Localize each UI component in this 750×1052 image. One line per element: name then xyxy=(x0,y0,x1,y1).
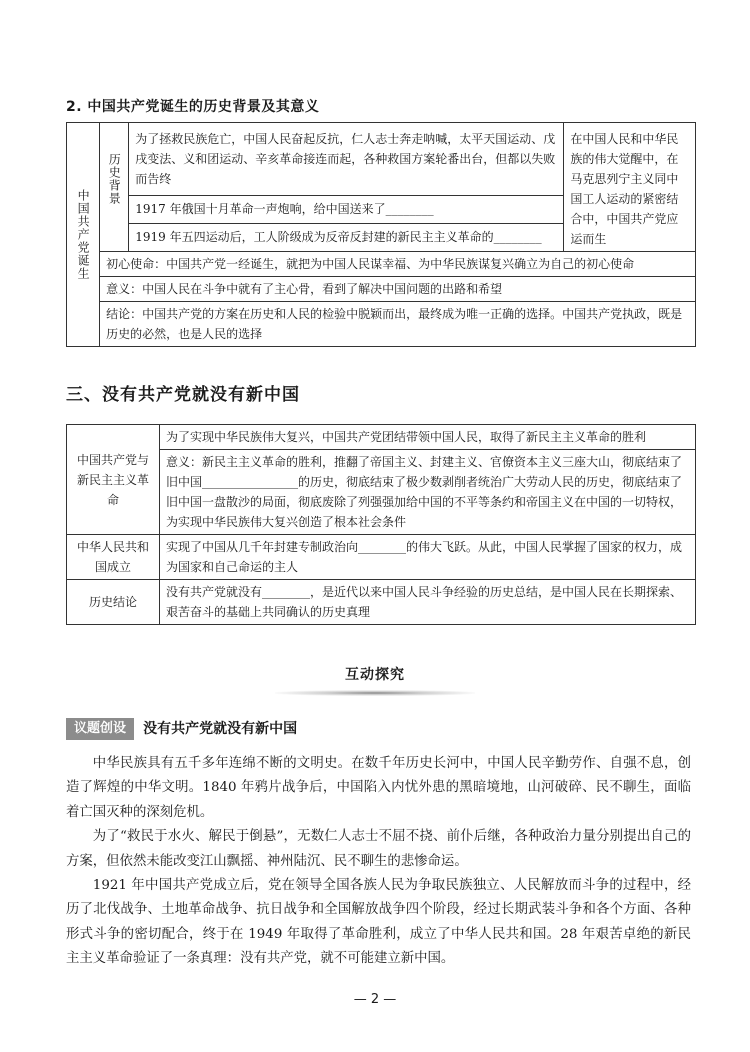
background-label-cell xyxy=(100,123,129,252)
paragraph-2: 为了“救民于水火、解民于倒悬”，无数仁人志士不屈不挠、前仆后继，各种政治力量分别提出自己的方案，但依然未能改变江山飘摇、神州陆沉、民不聊生的悲惨命运。 xyxy=(66,829,691,869)
background-item-2: 1917 年俄国十月革命一声炮响，给中国送来了________ xyxy=(129,195,564,223)
background-table xyxy=(66,122,696,347)
revolution-item-1: 为了实现中华民族伟大复兴，中国共产党团结带领中国人民，取得了新民主主义革命的胜利 xyxy=(160,425,696,450)
row-label-conclusion: 历史结论 xyxy=(67,580,160,625)
interactive-heading: 互动探究 xyxy=(345,667,405,683)
heading-divider xyxy=(275,690,475,696)
page-number: — 2 — xyxy=(353,992,397,1007)
paragraph-3: 1921 年中国共产党成立后，党在领导全国各族人民为争取民族独立、人民解放而斗争的过程中，经历了北伐战争、土地革命战争、抗日战争和全国解放战争四个阶段，经过长期武装斗争和各个方面、各种形式斗争的密切配合，终于在 1949 年取得了革命胜利，成立了中华人民共和国。28 年艰苦卓绝的新民主主义革命验证了一条真理：没有共产党，就不可能建立新中国。 xyxy=(66,878,691,967)
background-item-3: 1919 年五四运动后，工人阶级成为反帝反封建的新民主主义革命的________ xyxy=(129,223,564,251)
conclusion-row: 结论：中国共产党的方案在历史和人民的检验中脱颖而出，最终成为唯一正确的选择。中国共产党执政，既是历史的必然，也是人民的选择 xyxy=(100,302,696,347)
section1-title: 2. 中国共产党诞生的历史背景及其意义 xyxy=(66,99,320,115)
paragraph-1: 中华民族具有五千多年连绵不断的文明史。在数千年历史长河中，中国人民辛勤劳作、自强不息，创造了辉煌的中华文明。1840 年鸦片战争后，中国陷入内忧外患的黑暗境地，山河破碎、民不聊生，面临着亡国灭种的深刻危机。 xyxy=(66,756,691,820)
background-label: 历史背景 xyxy=(107,153,122,205)
prc-item: 实现了中国从几千年封建专制政治向________的伟大飞跃。从此，中国人民掌握了国家的权力，成为国家和自己命运的主人 xyxy=(160,535,696,580)
body-text xyxy=(66,752,691,972)
section2-title: 三、没有共产党就没有新中国 xyxy=(66,385,300,405)
conclusion-item: 没有共产党就没有________，是近代以来中国人民斗争经验的历史总结，是中国人民在长期探索、艰苦奋斗的基础上共同确认的历史真理 xyxy=(160,580,696,625)
topic-header xyxy=(66,718,297,740)
topic-badge: 议题创设 xyxy=(66,718,134,740)
revolution-item-2: 意义：新民主主义革命的胜利，推翻了帝国主义、封建主义、官僚资本主义三座大山，彻底结束了旧中国________________的历史，彻底结束了极少数剥削者统治广大劳动人民的历史，彻底结束了旧中国一盘散沙的局面，彻底废除了列强强加给中国的不平等条约和帝国主义在中国的一切特权，为实现中华民族伟大复兴创造了根本社会条件 xyxy=(160,450,696,535)
new-china-table xyxy=(66,424,696,625)
right-note: 在中国人民和中华民族的伟大觉醒中，在马克思列宁主义同中国工人运动的紧密结合中，中国共产党应运而生 xyxy=(564,123,696,252)
topic-title: 没有共产党就没有新中国 xyxy=(143,721,298,737)
row-header-cell xyxy=(67,123,100,347)
row-label-revolution: 中国共产党与新民主主义革命 xyxy=(67,425,160,535)
row-header: 中国共产党诞生 xyxy=(76,189,91,280)
mission-row: 初心使命：中国共产党一经诞生，就把为中国人民谋幸福、为中华民族谋复兴确立为自己的初心使命 xyxy=(100,252,696,277)
row-label-prc: 中华人民共和国成立 xyxy=(67,535,160,580)
background-item-1: 为了拯救民族危亡，中国人民奋起反抗，仁人志士奔走呐喊，太平天国运动、戊戌变法、义和团运动、辛亥革命接连而起，各种救国方案轮番出台，但都以失败而告终 xyxy=(129,123,564,196)
significance-row: 意义：中国人民在斗争中就有了主心骨，看到了解决中国问题的出路和希望 xyxy=(100,277,696,302)
